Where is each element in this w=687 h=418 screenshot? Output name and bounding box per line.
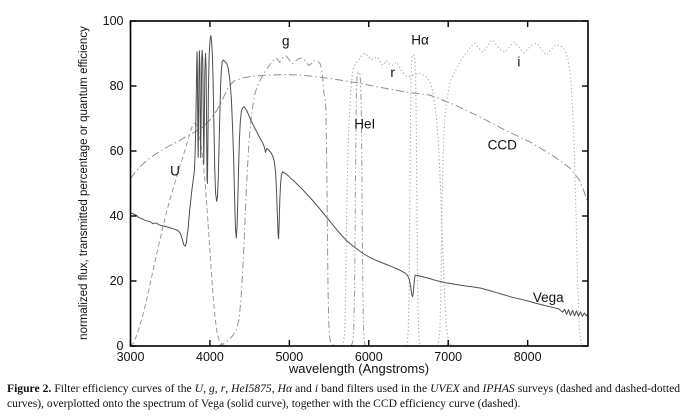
x-tick-label-6000: 6000 bbox=[354, 350, 383, 364]
y-tick-label-20: 20 bbox=[109, 274, 124, 288]
curve-vega bbox=[131, 36, 589, 317]
caption-segment: , bbox=[225, 382, 232, 395]
curve-u bbox=[131, 123, 228, 346]
caption-segment: IPHAS bbox=[482, 382, 515, 395]
curve-label-u: U bbox=[170, 163, 180, 179]
y-tick-label-100: 100 bbox=[102, 14, 124, 28]
caption-segment: HeI5875 bbox=[231, 382, 272, 395]
caption-segment: , bbox=[214, 382, 221, 395]
curve-hei bbox=[351, 72, 365, 346]
x-tick-label-7000: 7000 bbox=[434, 350, 463, 364]
curve-label-g: g bbox=[282, 33, 290, 49]
caption-segment: UVEX bbox=[430, 382, 460, 395]
caption-segment: U bbox=[194, 382, 204, 395]
caption-segment: r bbox=[220, 382, 226, 395]
y-axis-label: normalized flux, transmitted percentage or quantum efficiency bbox=[78, 26, 90, 340]
caption-segment: surveys (dashed and dashed-dotted curves), overplotted onto the spectrum of Vega (solid curve), together with the CCD efficiency curve (dashed). bbox=[7, 382, 681, 410]
caption-segment: band filters used in the bbox=[318, 382, 431, 395]
y-tick-label-40: 40 bbox=[109, 209, 124, 223]
caption-segment: i bbox=[314, 382, 319, 395]
y-tick-label-60: 60 bbox=[109, 144, 124, 158]
curve-r bbox=[342, 53, 453, 346]
caption-segment: and bbox=[459, 382, 483, 395]
curve-halpha bbox=[406, 55, 420, 347]
curve-label-vega: Vega bbox=[532, 290, 564, 306]
caption-segment: and bbox=[292, 382, 315, 395]
x-tick-label-8000: 8000 bbox=[513, 350, 542, 364]
curve-label-h: Hα bbox=[411, 32, 429, 48]
x-tick-label-4000: 4000 bbox=[196, 350, 224, 364]
y-tick-label-0: 0 bbox=[116, 339, 124, 353]
caption-segment: , bbox=[203, 382, 209, 395]
caption-segment: Hα bbox=[277, 382, 293, 395]
x-tick-label-5000: 5000 bbox=[275, 350, 304, 364]
x-axis-label: wavelength (Angstroms) bbox=[288, 361, 430, 376]
caption-segment: , bbox=[271, 382, 278, 395]
caption-segment: Filter efficiency curves of the bbox=[51, 382, 195, 395]
curve-label-ccd: CCD bbox=[487, 137, 517, 153]
curve-label-hei: HeI bbox=[354, 116, 376, 132]
x-tick-label-3000: 3000 bbox=[116, 350, 145, 364]
curve-label-i: i bbox=[517, 54, 521, 70]
y-tick-label-80: 80 bbox=[109, 79, 124, 93]
caption-segment: g bbox=[209, 382, 215, 395]
figure-caption bbox=[7, 382, 680, 411]
caption-segment: Figure 2. bbox=[7, 382, 52, 395]
curve-label-r: r bbox=[390, 65, 395, 81]
